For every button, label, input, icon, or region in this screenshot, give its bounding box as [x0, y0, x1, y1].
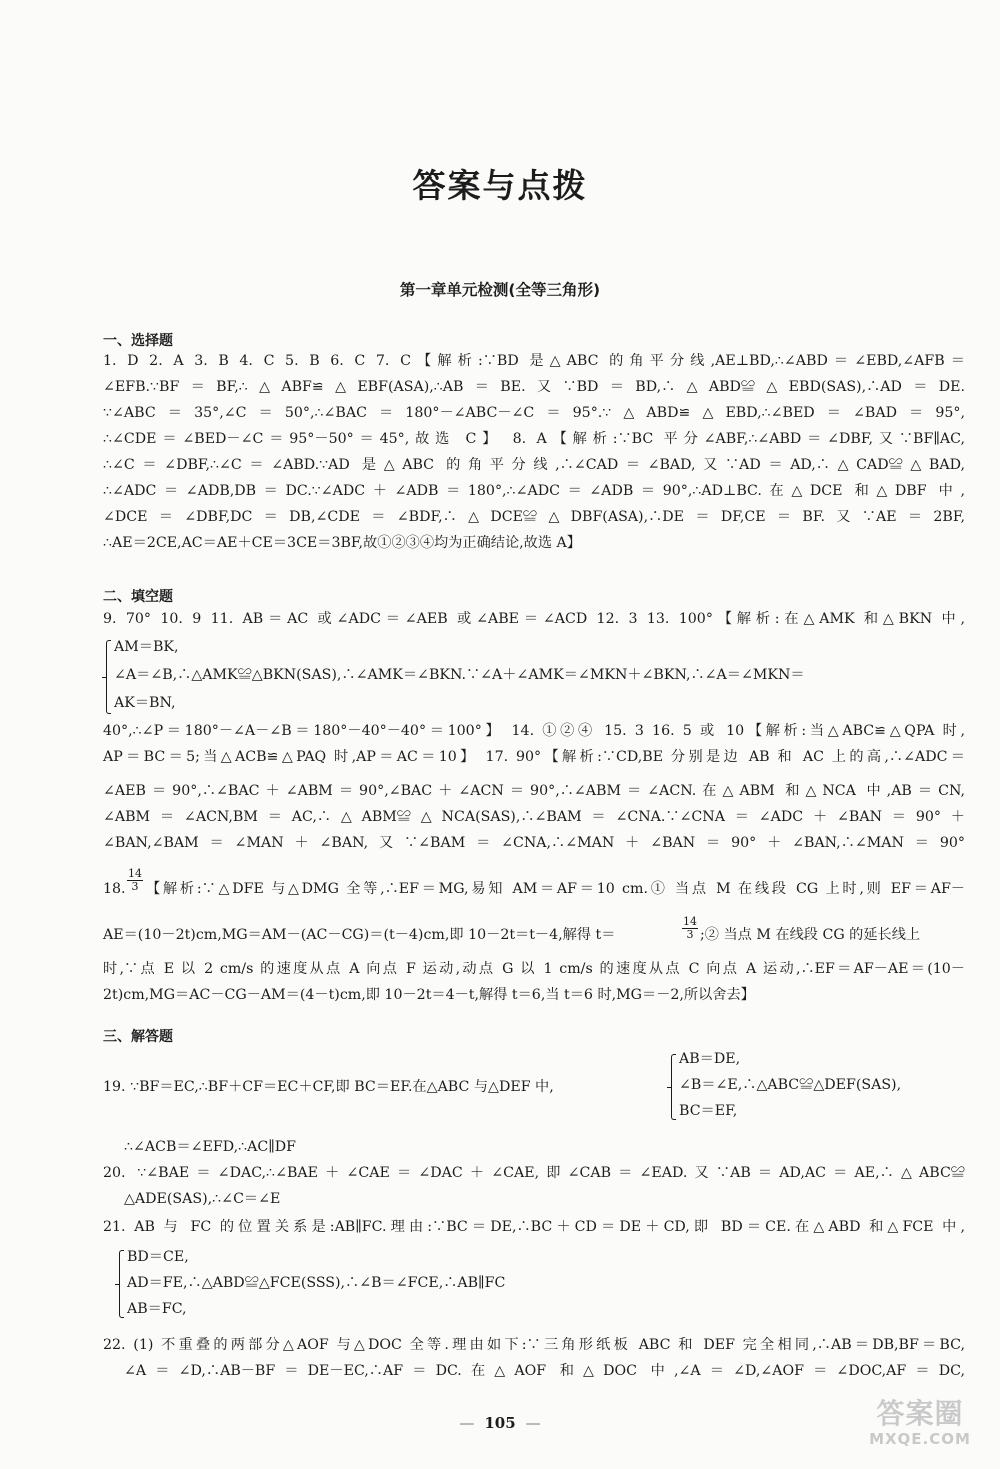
fraction-numerator: 14	[128, 867, 142, 880]
text-line: ∠ABM＝∠ACN,BM＝AC,∴△ABM≌△NCA(SAS),∴∠BAM＝∠CNA.∵∠CNA＝∠ADC＋∠BAN＝90°＋	[103, 809, 965, 825]
text-line: ∴∠CDE＝∠BED－∠C＝95°－50°＝45°,故选 C】 8. A【解析:∵BC 平分∠ABF,∴∠ABD＝∠DBF,又∵BF∥AC,	[103, 431, 965, 447]
section-heading-solve: 三、解答题	[103, 1029, 173, 1045]
brace-line: AK＝BN,	[114, 695, 176, 711]
brace-line: AB＝FC,	[127, 1301, 187, 1317]
brace-line: BC＝EF,	[679, 1103, 738, 1119]
text-line: ∠AEB＝90°,∴∠BAC＋∠ABM＝90°,∠BAC＋∠ACN＝90°,∴∠ABM＝∠ACN.在△ABM 和△NCA 中,AB＝CN,	[103, 783, 965, 799]
brace-line: AB＝DE,	[679, 1051, 741, 1067]
text-line: AP＝BC＝5;当△ACB≌△PAQ 时,AP＝AC＝10】 17. 90°【解析:∵CD,BE 分别是边 AB 和 AC 上的高,∴∠ADC＝	[103, 749, 965, 765]
brace-line: AM＝BK,	[114, 639, 179, 655]
brace	[119, 1250, 124, 1318]
fraction-numerator: 14	[683, 915, 697, 928]
brace	[106, 640, 111, 714]
text-line: 时,∵点 E 以 2 cm/s 的速度从点 A 向点 F 运动,动点 G 以 1 cm/s 的速度从点 C 向点 A 运动,∴EF＝AF－AE＝(10－	[103, 961, 965, 977]
fraction	[127, 868, 143, 893]
section-heading-fill: 二、填空题	[103, 589, 173, 605]
text-line: △ADE(SAS),∴∠C＝∠E	[124, 1191, 281, 1207]
brace-line: ∠A＝∠B,∴△AMK≌△BKN(SAS),∴∠AMK＝∠BKN.∵∠A＋∠AMK＝∠MKN＋∠BKN,∴∠A＝∠MKN＝	[114, 667, 805, 683]
text-line: ∠EFB.∵BF＝BF,∴△ABF≌△EBF(ASA),∴AB＝BE.又∵BD＝BD,∴△ABD≌△EBD(SAS),∴AD＝DE.	[103, 379, 965, 395]
text-line: 2t)cm,MG＝AC－CG－AM＝(4－t)cm,即 10－2t＝4－t,解得 t＝6,当 t＝6 时,MG＝－2,所以舍去】	[103, 987, 755, 1003]
text-line: ∴∠C＝∠DBF,∴∠C＝∠ABD.∵AD 是△ABC 的角平分线,∴∠CAD＝∠BAD,又∵AD＝AD,∴△CAD≌△BAD,	[103, 457, 965, 473]
page-title: 答案与点拨	[412, 166, 588, 205]
text-line: 1. D 2. A 3. B 4. C 5. B 6. C 7. C【解析:∵BD 是△ABC 的角平分线,AE⊥BD,∴∠ABD＝∠EBD,∠AFB＝	[103, 353, 965, 369]
brace-line: AD＝FE,∴△ABD≌△FCE(SSS),∴∠B＝∠FCE,∴AB∥FC	[127, 1275, 506, 1291]
text-line: AE＝(10－2t)cm,MG＝AM－(AC－CG)＝(t－4)cm,即 10－2t＝t－4,解得 t＝	[103, 927, 616, 943]
text-line: 40°,∴∠P＝180°－∠A－∠B＝180°－40°－40°＝100°】 14. ①②④ 15. 3 16. 5 或 10【解析:当△ABC≌△QPA 时,	[103, 723, 965, 739]
text-line: 20. ∵∠BAE＝∠DAC,∴∠BAE＋∠CAE＝∠DAC＋∠CAE,即∠CAB＝∠EAD.又∵AB＝AD,AC＝AE,∴△ABC≌	[103, 1165, 965, 1181]
text-line: ;② 当点 M 在线段 CG 的延长线上	[700, 927, 921, 943]
section-heading-choice: 一、选择题	[103, 333, 173, 349]
brace	[671, 1054, 676, 1120]
text-line: 22. (1) 不重叠的两部分△AOF 与△DOC 全等.理由如下:∵三角形纸板 ABC 和 DEF 完全相同,∴AB＝DB,BF＝BC,	[103, 1337, 965, 1353]
watermark-url: MXQE.COM	[869, 1430, 971, 1448]
fraction-denominator: 3	[686, 928, 694, 941]
text-line: 9. 70° 10. 9 11. AB＝AC 或∠ADC＝∠AEB 或∠ABE＝∠ACD 12. 3 13. 100°【解析:在△AMK 和△BKN 中,	[103, 611, 965, 627]
brace-line: BD＝CE,	[127, 1249, 189, 1265]
text-line: ∠DCE＝∠DBF,DC＝DB,∠CDE＝∠BDF,∴△DCE≌△DBF(ASA),∴DE＝DF,CE＝BF.又∵AE＝2BF,	[103, 509, 965, 525]
fraction	[682, 916, 698, 941]
question-number: 18.	[103, 881, 126, 897]
text-line: ∴∠ADC＝∠ADB,DB＝DC.∵∠ADC＋∠ADB＝180°,∴∠ADC＝∠ADB＝90°,∴AD⊥BC.在△DCE 和△DBF 中,	[103, 483, 965, 499]
text-line: 【解析:∵△DFE 与△DMG 全等,∴EF＝MG,易知 AM＝AF＝10 cm.① 当点 M 在线段 CG 上时,则 EF＝AF－	[146, 881, 965, 897]
text-line: ∵∠ABC＝35°,∠C＝50°,∴∠BAC＝180°－∠ABC－∠C＝95°.∵△ABD≌△EBD,∴∠BED＝∠BAD＝95°,	[103, 405, 965, 421]
text-line: 19. ∵BF＝EC,∴BF＋CF＝EC＋CF,即 BC＝EF.在△ABC 与△DEF 中,	[103, 1079, 554, 1095]
text-line: ∠A＝∠D,∴AB－BF＝DE－EC,∴AF＝DC.在△AOF 和△DOC 中,∠A＝∠D,∠AOF＝∠DOC,AF＝DC,	[124, 1363, 965, 1379]
text-line: ∴AE＝2CE,AC＝AE＋CE＝3CE＝3BF,故①②③④均为正确结论,故选 A】	[103, 535, 581, 551]
text-line: 21. AB 与 FC 的位置关系是:AB∥FC.理由:∵BC＝DE,∴BC＋CD＝DE＋CD,即 BD＝CE.在△ABD 和△FCE 中,	[103, 1219, 965, 1235]
chapter-title: 第一章单元检测(全等三角形)	[399, 281, 601, 299]
watermark-logo	[860, 1398, 980, 1462]
brace-line: ∠B＝∠E,∴△ABC≌△DEF(SAS),	[679, 1077, 902, 1093]
fraction-denominator: 3	[131, 880, 139, 893]
watermark-logo-text: 答案圈	[876, 1397, 964, 1430]
page-number: — 105 —	[459, 1414, 541, 1432]
text-line: ∴∠ACB＝∠EFD,∴AC∥DF	[124, 1139, 296, 1155]
text-line: ∠BAN,∠BAM＝∠MAN＋∠BAN,又∵∠BAM＝∠CNA,∴∠MAN＋∠BAN＝90°＋∠BAN,∴∠MAN＝90°	[103, 835, 965, 851]
